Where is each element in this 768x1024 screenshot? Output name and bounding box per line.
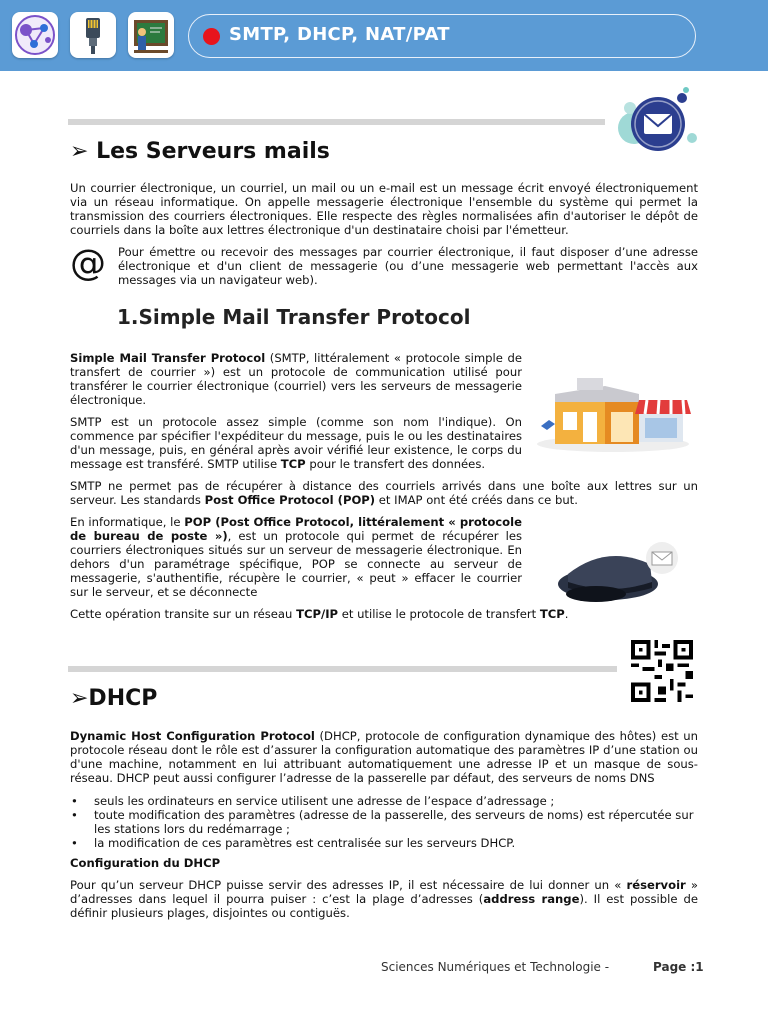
subtitle-smtp: 1.Simple Mail Transfer Protocol (117, 305, 471, 329)
config-address-range: address range (483, 892, 580, 906)
pop-term: Post Office Protocol (POP) (204, 493, 376, 507)
smtp-paragraph-2 (70, 415, 522, 471)
dhcp-definition: (DHCP, protocole de configuration dynamique des hôtes) est un protocole réseau dont le rôle est d’assurer la configuration automatique des paramètres IP d’une station ou d'une machine, notamment en lui attribuant automatiquement une adresse IP et un masque de sous-réseau. DHCP peut aussi configurer l’adresse de la passerelle par défaut, des serveurs de noms DNS (70, 729, 698, 785)
dhcp-bullet-list (70, 794, 698, 850)
smtp-p3-c: et IMAP ont été créés dans ce but. (375, 493, 578, 507)
tcp-p-c: et utilise le protocole de transfert (338, 607, 540, 621)
tcpip-term: TCP/IP (296, 607, 339, 621)
pop-definition-term: POP (Post Office Protocol, littéralement « protocole de bureau de poste ») (70, 515, 522, 543)
pop-paragraph (70, 515, 522, 599)
smtp-p2-b: TCP (280, 457, 306, 471)
tcp-paragraph (70, 607, 698, 621)
ethernet-cable-icon (70, 12, 116, 58)
smtp-definition: (SMTP, littéralement « protocole simple de transfert de courrier ») est un protocole de communication utilisé pour transférer le courrier électronique (courriel) vers les serveurs de messagerie électronique. (70, 351, 522, 407)
dhcp-config-paragraph (70, 878, 698, 920)
note-paragraph: Pour émettre ou recevoir des messages par courrier électronique, il faut disposer d’une adresse électronique et d'un client de messagerie (ou d’une messagerie web permettant l'accès aux messages via un navigateur web). (118, 245, 698, 287)
config-a: Pour qu’un serveur DHCP puisse servir des adresses IP, il est nécessaire de lui donner un « (70, 878, 627, 892)
smtp-p2-c: pour le transfert des données. (305, 457, 486, 471)
section-divider-2 (68, 666, 617, 672)
config-e: ). Il est possible de définir plusieurs plages, disjointes ou contiguës. (70, 892, 698, 920)
document-title: SMTP, DHCP, NAT/PAT (229, 24, 450, 45)
list-item: • seuls les ordinateurs en service utilisent une adresse de l’espace d’adressage ; (70, 794, 698, 808)
section-title-dhcp: ➢DHCP (70, 686, 158, 711)
tcp-term: TCP (539, 607, 565, 621)
network-icon (12, 12, 58, 58)
smtp-p3-a: SMTP ne permet pas de récupérer à distance des courriels arrivés dans une boîte aux lettres sur un serveur. Les standards (70, 479, 698, 507)
section-title-mail-servers: ➢ Les Serveurs mails (70, 139, 330, 164)
header-bar (0, 0, 768, 71)
list-item: • la modification de ces paramètres est centralisée sur les serveurs DHCP. (70, 836, 698, 850)
dhcp-config-heading: Configuration du DHCP (70, 856, 221, 870)
title-pill (188, 14, 696, 58)
section-divider (68, 119, 605, 125)
list-item: • toute modification des paramètres (adresse de la passerelle, des serveurs de noms) est répercutée sur les stations lors du redémarrage ; (70, 808, 698, 836)
network-icon-button[interactable] (12, 12, 58, 58)
qr-code-icon[interactable] (630, 640, 694, 702)
smtp-term: Simple Mail Transfer Protocol (70, 351, 266, 365)
ethernet-cable-icon-button[interactable] (70, 12, 116, 58)
pop-p-c: , est un protocole qui permet de récupérer les courriers électroniques situés sur un serveur de messagerie électronique. En dehors d'un paramétrage spécifique, POP se connecte au serveur de messagerie, s'authentifie, récupère le courrier, « peut » effacer le courrier sur le serveur, et se déconnecte (70, 529, 522, 599)
footer-course: Sciences Numériques et Technologie - (381, 960, 610, 974)
tcp-p-e: . (564, 607, 569, 621)
dhcp-term: Dynamic Host Configuration Protocol (70, 729, 315, 743)
post-office-building-icon (535, 372, 691, 454)
postman-cap-icon (556, 540, 682, 608)
mail-envelope-icon (612, 86, 702, 162)
footer-page-number: Page :1 (653, 960, 704, 974)
config-c: » d’adresses dans lequel il pourra puiser : c’est la plage d’adresses ( (70, 878, 699, 906)
at-sign-icon: @ (70, 243, 106, 284)
dhcp-paragraph (70, 729, 698, 785)
teacher-board-icon (128, 12, 174, 58)
pop-p-a: En informatique, le (70, 515, 185, 529)
smtp-paragraph-1 (70, 351, 522, 407)
red-dot-icon (203, 28, 220, 45)
tcp-p-a: Cette opération transite sur un réseau (70, 607, 297, 621)
intro-paragraph: Un courrier électronique, un courriel, un mail ou un e-mail est un message écrit envoyé électroniquement via un réseau informatique. On appelle messagerie électronique l'ensemble du système qui permet la transmission des courriers électroniques. Elle respecte des règles normalisées afin d'autoriser le dépôt de courriels dans la boîte aux lettres électronique d'un destinataire choisi par l'émetteur. (70, 181, 698, 237)
teacher-board-icon-button[interactable] (128, 12, 174, 58)
config-reservoir: réservoir (626, 878, 686, 892)
smtp-p2-a: SMTP est un protocole assez simple (comme son nom l'indique). On commence par spécifier l'expéditeur du message, puis le ou les destinataires d'un message, puis, en général après avoir vérifié leur existence, le corps du message est transféré. SMTP utilise (70, 415, 522, 471)
smtp-paragraph-3 (70, 479, 698, 507)
